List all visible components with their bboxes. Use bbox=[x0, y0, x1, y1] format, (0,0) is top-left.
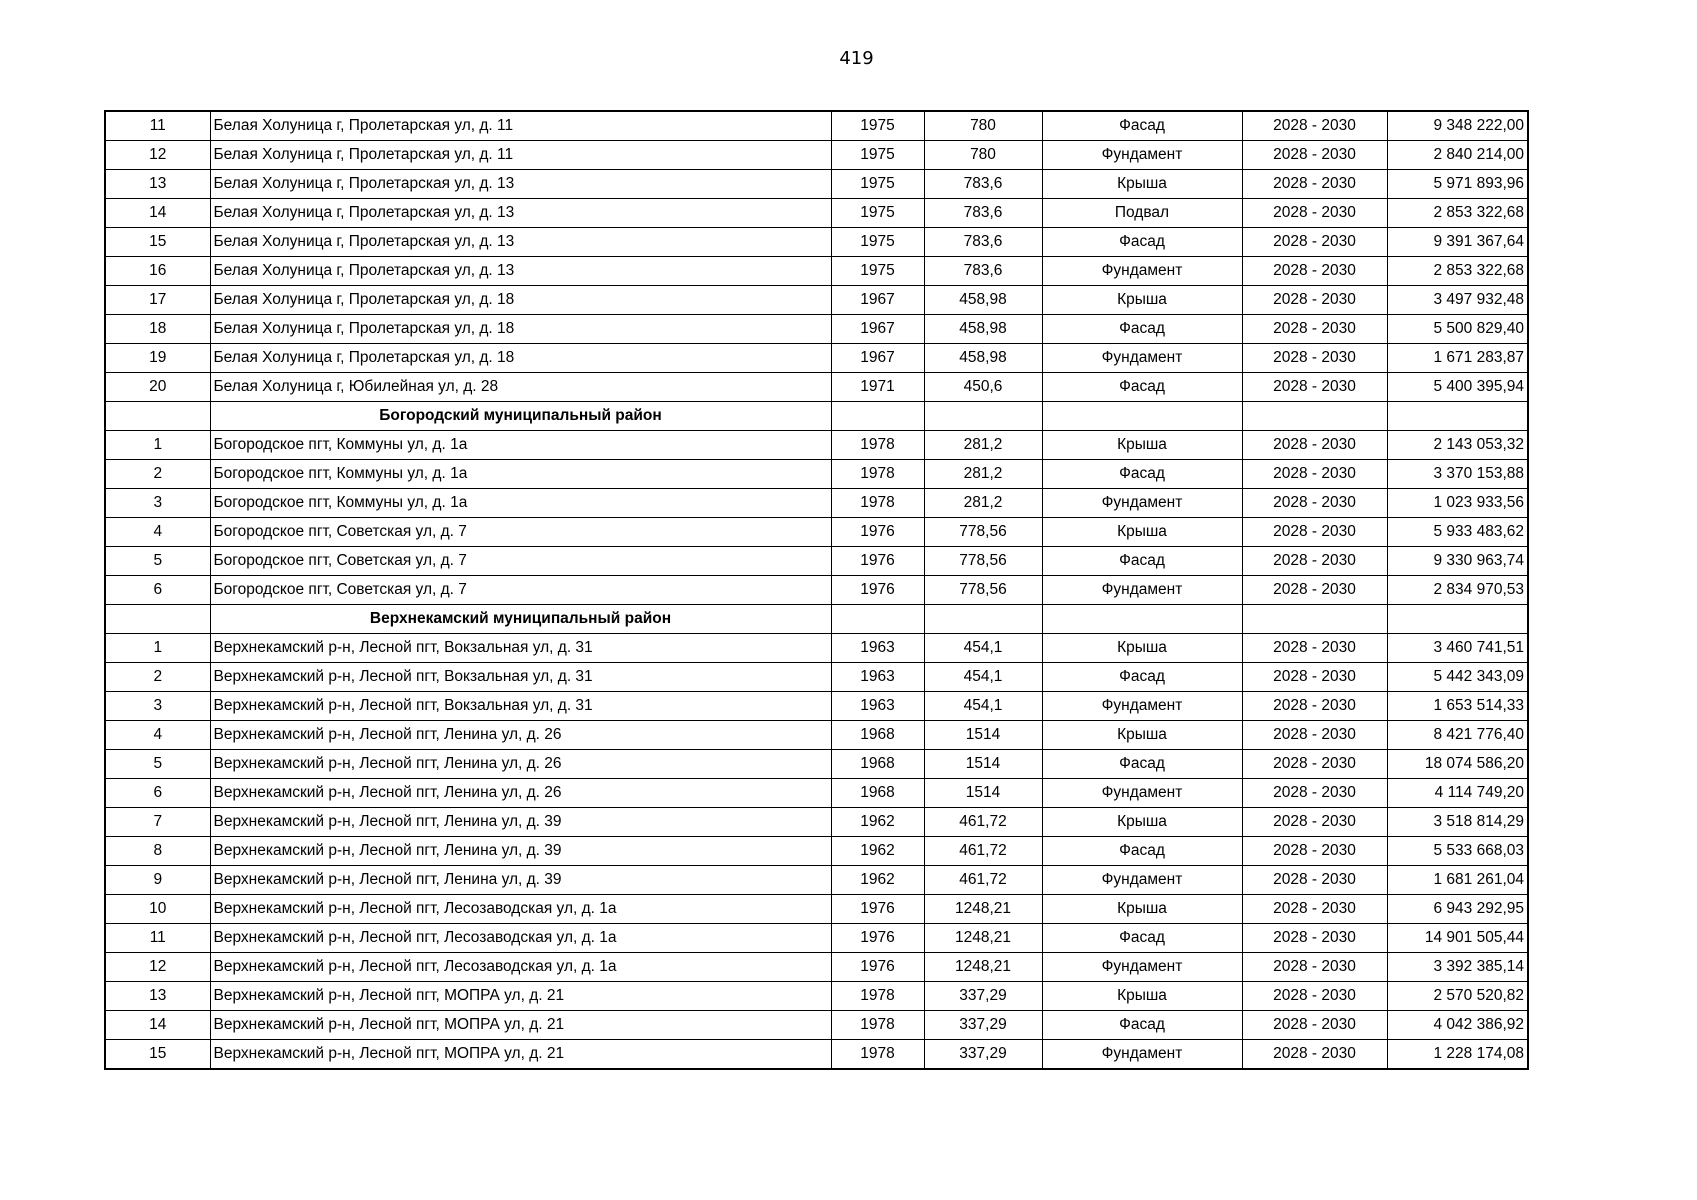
cost-cell: 18 074 586,20 bbox=[1387, 750, 1528, 779]
area-cell: 780 bbox=[924, 111, 1042, 141]
table-body bbox=[105, 111, 1528, 1069]
address-cell: Верхнекамский р-н, Лесной пгт, МОПРА ул, д. 21 bbox=[210, 1011, 831, 1040]
table-row bbox=[105, 141, 1528, 170]
row-number-cell: 13 bbox=[105, 982, 210, 1011]
period-cell: 2028 - 2030 bbox=[1242, 1011, 1387, 1040]
year-cell: 1976 bbox=[831, 547, 924, 576]
area-cell: 780 bbox=[924, 141, 1042, 170]
work-type-cell: Крыша bbox=[1042, 431, 1242, 460]
work-type-cell: Фундамент bbox=[1042, 141, 1242, 170]
cost-cell: 2 853 322,68 bbox=[1387, 199, 1528, 228]
row-number-cell: 17 bbox=[105, 286, 210, 315]
period-cell: 2028 - 2030 bbox=[1242, 518, 1387, 547]
table-row bbox=[105, 721, 1528, 750]
period-cell: 2028 - 2030 bbox=[1242, 199, 1387, 228]
area-cell: 454,1 bbox=[924, 634, 1042, 663]
row-number-cell: 14 bbox=[105, 1011, 210, 1040]
table-row bbox=[105, 866, 1528, 895]
year-cell: 1978 bbox=[831, 982, 924, 1011]
row-number-cell: 4 bbox=[105, 721, 210, 750]
address-cell: Белая Холуница г, Пролетарская ул, д. 18 bbox=[210, 315, 831, 344]
address-cell: Богородское пгт, Советская ул, д. 7 bbox=[210, 547, 831, 576]
row-number-cell: 11 bbox=[105, 924, 210, 953]
period-cell: 2028 - 2030 bbox=[1242, 373, 1387, 402]
period-cell: 2028 - 2030 bbox=[1242, 779, 1387, 808]
work-type-cell: Фундамент bbox=[1042, 489, 1242, 518]
cost-cell: 1 671 283,87 bbox=[1387, 344, 1528, 373]
area-cell: 450,6 bbox=[924, 373, 1042, 402]
address-cell: Богородское пгт, Коммуны ул, д. 1а bbox=[210, 489, 831, 518]
period-cell: 2028 - 2030 bbox=[1242, 634, 1387, 663]
work-type-cell: Крыша bbox=[1042, 895, 1242, 924]
table-row bbox=[105, 257, 1528, 286]
area-cell: 783,6 bbox=[924, 170, 1042, 199]
period-cell: 2028 - 2030 bbox=[1242, 895, 1387, 924]
empty-cell bbox=[105, 402, 210, 431]
work-type-cell: Фасад bbox=[1042, 663, 1242, 692]
table-row bbox=[105, 228, 1528, 257]
empty-cell bbox=[1387, 605, 1528, 634]
work-type-cell: Фасад bbox=[1042, 111, 1242, 141]
year-cell: 1976 bbox=[831, 924, 924, 953]
cost-cell: 1 681 261,04 bbox=[1387, 866, 1528, 895]
year-cell: 1976 bbox=[831, 518, 924, 547]
row-number-cell: 6 bbox=[105, 576, 210, 605]
row-number-cell: 11 bbox=[105, 111, 210, 141]
row-number-cell: 15 bbox=[105, 1040, 210, 1070]
address-cell: Богородское пгт, Советская ул, д. 7 bbox=[210, 518, 831, 547]
work-type-cell: Фасад bbox=[1042, 1011, 1242, 1040]
area-cell: 1514 bbox=[924, 721, 1042, 750]
area-cell: 1248,21 bbox=[924, 895, 1042, 924]
period-cell: 2028 - 2030 bbox=[1242, 315, 1387, 344]
work-type-cell: Фундамент bbox=[1042, 953, 1242, 982]
table-row bbox=[105, 373, 1528, 402]
table-row bbox=[105, 692, 1528, 721]
row-number-cell: 2 bbox=[105, 663, 210, 692]
address-cell: Верхнекамский р-н, Лесной пгт, Ленина ул, д. 39 bbox=[210, 808, 831, 837]
year-cell: 1968 bbox=[831, 779, 924, 808]
period-cell: 2028 - 2030 bbox=[1242, 111, 1387, 141]
table-row bbox=[105, 837, 1528, 866]
empty-cell bbox=[1242, 605, 1387, 634]
year-cell: 1978 bbox=[831, 460, 924, 489]
address-cell: Верхнекамский р-н, Лесной пгт, Ленина ул, д. 26 bbox=[210, 779, 831, 808]
area-cell: 461,72 bbox=[924, 866, 1042, 895]
cost-cell: 3 460 741,51 bbox=[1387, 634, 1528, 663]
address-cell: Верхнекамский р-н, Лесной пгт, Ленина ул, д. 26 bbox=[210, 750, 831, 779]
row-number-cell: 10 bbox=[105, 895, 210, 924]
area-cell: 1248,21 bbox=[924, 924, 1042, 953]
empty-cell bbox=[1042, 605, 1242, 634]
work-type-cell: Крыша bbox=[1042, 170, 1242, 199]
cost-cell: 2 143 053,32 bbox=[1387, 431, 1528, 460]
year-cell: 1975 bbox=[831, 111, 924, 141]
table-row bbox=[105, 779, 1528, 808]
table-row bbox=[105, 924, 1528, 953]
table-row bbox=[105, 431, 1528, 460]
cost-cell: 2 834 970,53 bbox=[1387, 576, 1528, 605]
period-cell: 2028 - 2030 bbox=[1242, 982, 1387, 1011]
year-cell: 1962 bbox=[831, 866, 924, 895]
area-cell: 458,98 bbox=[924, 286, 1042, 315]
row-number-cell: 18 bbox=[105, 315, 210, 344]
row-number-cell: 12 bbox=[105, 953, 210, 982]
period-cell: 2028 - 2030 bbox=[1242, 344, 1387, 373]
period-cell: 2028 - 2030 bbox=[1242, 866, 1387, 895]
area-cell: 281,2 bbox=[924, 460, 1042, 489]
area-cell: 337,29 bbox=[924, 1011, 1042, 1040]
year-cell: 1963 bbox=[831, 634, 924, 663]
cost-cell: 1 023 933,56 bbox=[1387, 489, 1528, 518]
table-row bbox=[105, 170, 1528, 199]
work-type-cell: Фундамент bbox=[1042, 344, 1242, 373]
year-cell: 1976 bbox=[831, 953, 924, 982]
area-cell: 454,1 bbox=[924, 692, 1042, 721]
address-cell: Верхнекамский р-н, Лесной пгт, Лесозаводская ул, д. 1а bbox=[210, 953, 831, 982]
row-number-cell: 3 bbox=[105, 489, 210, 518]
work-type-cell: Крыша bbox=[1042, 721, 1242, 750]
address-cell: Белая Холуница г, Пролетарская ул, д. 13 bbox=[210, 170, 831, 199]
year-cell: 1967 bbox=[831, 344, 924, 373]
period-cell: 2028 - 2030 bbox=[1242, 576, 1387, 605]
table-row bbox=[105, 895, 1528, 924]
area-cell: 778,56 bbox=[924, 547, 1042, 576]
cost-cell: 3 497 932,48 bbox=[1387, 286, 1528, 315]
table-row bbox=[105, 489, 1528, 518]
work-type-cell: Фундамент bbox=[1042, 257, 1242, 286]
work-type-cell: Фундамент bbox=[1042, 692, 1242, 721]
year-cell: 1963 bbox=[831, 692, 924, 721]
work-type-cell: Фасад bbox=[1042, 373, 1242, 402]
year-cell: 1978 bbox=[831, 1011, 924, 1040]
empty-cell bbox=[1042, 402, 1242, 431]
address-cell: Верхнекамский р-н, Лесной пгт, Вокзальная ул, д. 31 bbox=[210, 692, 831, 721]
row-number-cell: 19 bbox=[105, 344, 210, 373]
period-cell: 2028 - 2030 bbox=[1242, 460, 1387, 489]
year-cell: 1975 bbox=[831, 141, 924, 170]
row-number-cell: 14 bbox=[105, 199, 210, 228]
table-row bbox=[105, 286, 1528, 315]
table-row bbox=[105, 111, 1528, 141]
cost-cell: 9 330 963,74 bbox=[1387, 547, 1528, 576]
work-type-cell: Фасад bbox=[1042, 315, 1242, 344]
row-number-cell: 9 bbox=[105, 866, 210, 895]
row-number-cell: 12 bbox=[105, 141, 210, 170]
cost-cell: 2 840 214,00 bbox=[1387, 141, 1528, 170]
cost-cell: 5 933 483,62 bbox=[1387, 518, 1528, 547]
area-cell: 783,6 bbox=[924, 199, 1042, 228]
work-type-cell: Фасад bbox=[1042, 924, 1242, 953]
cost-cell: 5 400 395,94 bbox=[1387, 373, 1528, 402]
area-cell: 783,6 bbox=[924, 228, 1042, 257]
address-cell: Верхнекамский р-н, Лесной пгт, Ленина ул, д. 39 bbox=[210, 837, 831, 866]
empty-cell bbox=[1242, 402, 1387, 431]
empty-cell bbox=[831, 402, 924, 431]
work-type-cell: Фасад bbox=[1042, 750, 1242, 779]
row-number-cell: 1 bbox=[105, 431, 210, 460]
year-cell: 1978 bbox=[831, 1040, 924, 1070]
address-cell: Богородское пгт, Советская ул, д. 7 bbox=[210, 576, 831, 605]
period-cell: 2028 - 2030 bbox=[1242, 257, 1387, 286]
cost-cell: 1 653 514,33 bbox=[1387, 692, 1528, 721]
table-row bbox=[105, 460, 1528, 489]
work-type-cell: Фундамент bbox=[1042, 779, 1242, 808]
row-number-cell: 16 bbox=[105, 257, 210, 286]
cost-cell: 3 370 153,88 bbox=[1387, 460, 1528, 489]
cost-cell: 5 500 829,40 bbox=[1387, 315, 1528, 344]
period-cell: 2028 - 2030 bbox=[1242, 837, 1387, 866]
address-cell: Белая Холуница г, Пролетарская ул, д. 11 bbox=[210, 141, 831, 170]
year-cell: 1967 bbox=[831, 286, 924, 315]
address-cell: Белая Холуница г, Пролетарская ул, д. 13 bbox=[210, 228, 831, 257]
table-row bbox=[105, 953, 1528, 982]
work-type-cell: Подвал bbox=[1042, 199, 1242, 228]
table-row bbox=[105, 344, 1528, 373]
table-row bbox=[105, 576, 1528, 605]
section-title: Богородский муниципальный район bbox=[210, 402, 831, 431]
period-cell: 2028 - 2030 bbox=[1242, 1040, 1387, 1070]
row-number-cell: 4 bbox=[105, 518, 210, 547]
table-row bbox=[105, 663, 1528, 692]
cost-cell: 2 853 322,68 bbox=[1387, 257, 1528, 286]
row-number-cell: 3 bbox=[105, 692, 210, 721]
table-row bbox=[105, 808, 1528, 837]
period-cell: 2028 - 2030 bbox=[1242, 924, 1387, 953]
address-cell: Верхнекамский р-н, Лесной пгт, МОПРА ул, д. 21 bbox=[210, 982, 831, 1011]
table-row bbox=[105, 315, 1528, 344]
cost-cell: 5 442 343,09 bbox=[1387, 663, 1528, 692]
cost-cell: 5 533 668,03 bbox=[1387, 837, 1528, 866]
period-cell: 2028 - 2030 bbox=[1242, 228, 1387, 257]
work-type-cell: Фасад bbox=[1042, 228, 1242, 257]
year-cell: 1976 bbox=[831, 895, 924, 924]
area-cell: 783,6 bbox=[924, 257, 1042, 286]
area-cell: 458,98 bbox=[924, 344, 1042, 373]
year-cell: 1975 bbox=[831, 257, 924, 286]
table-row bbox=[105, 634, 1528, 663]
work-type-cell: Фасад bbox=[1042, 837, 1242, 866]
address-cell: Белая Холуница г, Пролетарская ул, д. 13 bbox=[210, 257, 831, 286]
year-cell: 1976 bbox=[831, 576, 924, 605]
address-cell: Белая Холуница г, Пролетарская ул, д. 18 bbox=[210, 344, 831, 373]
year-cell: 1971 bbox=[831, 373, 924, 402]
year-cell: 1975 bbox=[831, 199, 924, 228]
cost-cell: 5 971 893,96 bbox=[1387, 170, 1528, 199]
address-cell: Белая Холуница г, Пролетарская ул, д. 18 bbox=[210, 286, 831, 315]
address-cell: Богородское пгт, Коммуны ул, д. 1а bbox=[210, 431, 831, 460]
row-number-cell: 5 bbox=[105, 547, 210, 576]
address-cell: Верхнекамский р-н, Лесной пгт, Ленина ул, д. 39 bbox=[210, 866, 831, 895]
section-header-row bbox=[105, 605, 1528, 634]
row-number-cell: 13 bbox=[105, 170, 210, 199]
area-cell: 337,29 bbox=[924, 1040, 1042, 1070]
table-row bbox=[105, 547, 1528, 576]
year-cell: 1963 bbox=[831, 663, 924, 692]
row-number-cell: 6 bbox=[105, 779, 210, 808]
work-type-cell: Крыша bbox=[1042, 982, 1242, 1011]
year-cell: 1968 bbox=[831, 750, 924, 779]
row-number-cell: 5 bbox=[105, 750, 210, 779]
period-cell: 2028 - 2030 bbox=[1242, 663, 1387, 692]
cost-cell: 9 348 222,00 bbox=[1387, 111, 1528, 141]
work-type-cell: Фасад bbox=[1042, 460, 1242, 489]
area-cell: 281,2 bbox=[924, 431, 1042, 460]
work-type-cell: Фасад bbox=[1042, 547, 1242, 576]
area-cell: 461,72 bbox=[924, 837, 1042, 866]
period-cell: 2028 - 2030 bbox=[1242, 170, 1387, 199]
cost-cell: 8 421 776,40 bbox=[1387, 721, 1528, 750]
area-cell: 778,56 bbox=[924, 518, 1042, 547]
address-cell: Верхнекамский р-н, Лесной пгт, Ленина ул, д. 26 bbox=[210, 721, 831, 750]
work-type-cell: Крыша bbox=[1042, 518, 1242, 547]
row-number-cell: 1 bbox=[105, 634, 210, 663]
year-cell: 1962 bbox=[831, 808, 924, 837]
period-cell: 2028 - 2030 bbox=[1242, 692, 1387, 721]
year-cell: 1968 bbox=[831, 721, 924, 750]
period-cell: 2028 - 2030 bbox=[1242, 953, 1387, 982]
repair-program-table bbox=[104, 110, 1529, 1070]
address-cell: Белая Холуница г, Пролетарская ул, д. 13 bbox=[210, 199, 831, 228]
work-type-cell: Фундамент bbox=[1042, 576, 1242, 605]
area-cell: 281,2 bbox=[924, 489, 1042, 518]
area-cell: 1514 bbox=[924, 779, 1042, 808]
period-cell: 2028 - 2030 bbox=[1242, 750, 1387, 779]
year-cell: 1978 bbox=[831, 431, 924, 460]
period-cell: 2028 - 2030 bbox=[1242, 431, 1387, 460]
area-cell: 458,98 bbox=[924, 315, 1042, 344]
address-cell: Верхнекамский р-н, Лесной пгт, Лесозаводская ул, д. 1а bbox=[210, 895, 831, 924]
cost-cell: 9 391 367,64 bbox=[1387, 228, 1528, 257]
year-cell: 1962 bbox=[831, 837, 924, 866]
address-cell: Верхнекамский р-н, Лесной пгт, МОПРА ул, д. 21 bbox=[210, 1040, 831, 1070]
work-type-cell: Фундамент bbox=[1042, 866, 1242, 895]
cost-cell: 3 392 385,14 bbox=[1387, 953, 1528, 982]
address-cell: Богородское пгт, Коммуны ул, д. 1а bbox=[210, 460, 831, 489]
cost-cell: 14 901 505,44 bbox=[1387, 924, 1528, 953]
cost-cell: 4 042 386,92 bbox=[1387, 1011, 1528, 1040]
cost-cell: 1 228 174,08 bbox=[1387, 1040, 1528, 1070]
work-type-cell: Крыша bbox=[1042, 286, 1242, 315]
cost-cell: 4 114 749,20 bbox=[1387, 779, 1528, 808]
area-cell: 461,72 bbox=[924, 808, 1042, 837]
cost-cell: 6 943 292,95 bbox=[1387, 895, 1528, 924]
address-cell: Белая Холуница г, Юбилейная ул, д. 28 bbox=[210, 373, 831, 402]
period-cell: 2028 - 2030 bbox=[1242, 547, 1387, 576]
year-cell: 1967 bbox=[831, 315, 924, 344]
area-cell: 778,56 bbox=[924, 576, 1042, 605]
area-cell: 1514 bbox=[924, 750, 1042, 779]
cost-cell: 2 570 520,82 bbox=[1387, 982, 1528, 1011]
empty-cell bbox=[1387, 402, 1528, 431]
year-cell: 1978 bbox=[831, 489, 924, 518]
row-number-cell: 20 bbox=[105, 373, 210, 402]
row-number-cell: 15 bbox=[105, 228, 210, 257]
page-number: 419 bbox=[839, 48, 874, 69]
work-type-cell: Фундамент bbox=[1042, 1040, 1242, 1070]
year-cell: 1975 bbox=[831, 170, 924, 199]
period-cell: 2028 - 2030 bbox=[1242, 141, 1387, 170]
address-cell: Верхнекамский р-н, Лесной пгт, Вокзальная ул, д. 31 bbox=[210, 663, 831, 692]
table-row bbox=[105, 1040, 1528, 1070]
table-row bbox=[105, 1011, 1528, 1040]
period-cell: 2028 - 2030 bbox=[1242, 489, 1387, 518]
area-cell: 454,1 bbox=[924, 663, 1042, 692]
work-type-cell: Крыша bbox=[1042, 808, 1242, 837]
empty-cell bbox=[924, 605, 1042, 634]
empty-cell bbox=[831, 605, 924, 634]
period-cell: 2028 - 2030 bbox=[1242, 286, 1387, 315]
section-title: Верхнекамский муниципальный район bbox=[210, 605, 831, 634]
table-row bbox=[105, 518, 1528, 547]
area-cell: 1248,21 bbox=[924, 953, 1042, 982]
row-number-cell: 2 bbox=[105, 460, 210, 489]
empty-cell bbox=[924, 402, 1042, 431]
period-cell: 2028 - 2030 bbox=[1242, 721, 1387, 750]
period-cell: 2028 - 2030 bbox=[1242, 808, 1387, 837]
year-cell: 1975 bbox=[831, 228, 924, 257]
work-type-cell: Крыша bbox=[1042, 634, 1242, 663]
address-cell: Верхнекамский р-н, Лесной пгт, Лесозаводская ул, д. 1а bbox=[210, 924, 831, 953]
address-cell: Верхнекамский р-н, Лесной пгт, Вокзальная ул, д. 31 bbox=[210, 634, 831, 663]
table-row bbox=[105, 982, 1528, 1011]
address-cell: Белая Холуница г, Пролетарская ул, д. 11 bbox=[210, 111, 831, 141]
area-cell: 337,29 bbox=[924, 982, 1042, 1011]
empty-cell bbox=[105, 605, 210, 634]
cost-cell: 3 518 814,29 bbox=[1387, 808, 1528, 837]
table-row bbox=[105, 199, 1528, 228]
table-row bbox=[105, 750, 1528, 779]
row-number-cell: 7 bbox=[105, 808, 210, 837]
row-number-cell: 8 bbox=[105, 837, 210, 866]
section-header-row bbox=[105, 402, 1528, 431]
